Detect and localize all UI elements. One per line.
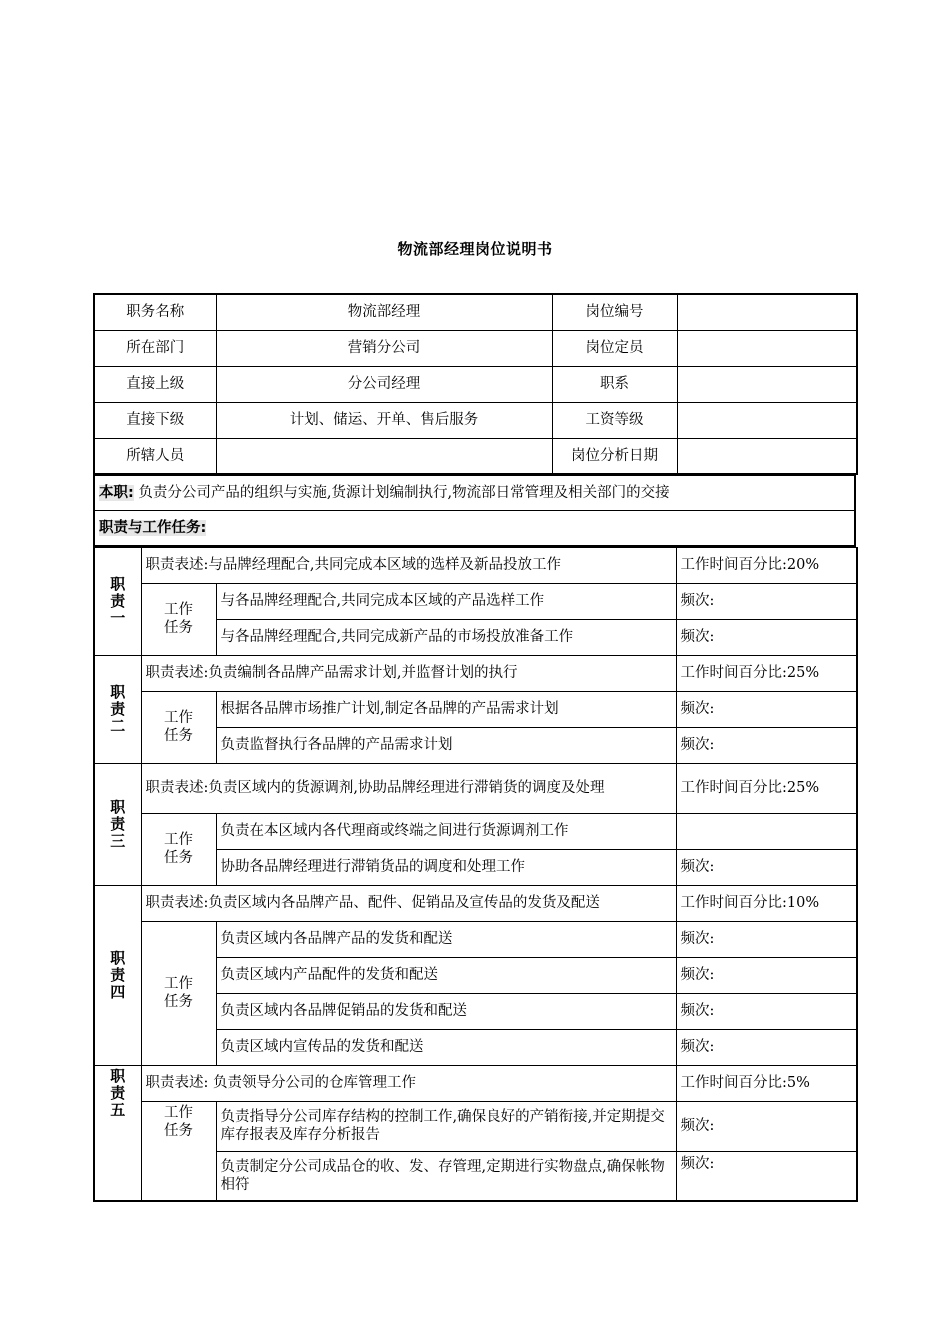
duty-desc [141, 547, 676, 583]
info-value [677, 438, 857, 474]
info-label: 所在部门 [94, 330, 216, 366]
task-text: 负责制定分公司成品仓的收、发、存管理,定期进行实物盘点,确保帐物相符 [216, 1151, 676, 1201]
duty-desc-row [94, 885, 857, 921]
duty-name [94, 655, 141, 763]
task-text: 负责区域内宣传品的发货和配送 [216, 1029, 676, 1065]
duty-name [94, 1065, 141, 1201]
task-frequency: 频次: [676, 1029, 857, 1065]
duty-name-text: 职责二 [110, 682, 126, 735]
task-frequency: 频次: [676, 957, 857, 993]
job-info-table [93, 293, 858, 475]
task-row [94, 813, 857, 849]
info-label: 岗位定员 [552, 330, 677, 366]
info-label: 所辖人员 [94, 438, 216, 474]
duties-header: 职责与工作任务: [99, 519, 207, 536]
info-value: 计划、储运、开单、售后服务 [216, 402, 552, 438]
duty-desc-text: 负责区域内的货源调剂,协助品牌经理进行滞销货的调度及处理 [208, 780, 605, 796]
duty-desc-label: 职责表述: [145, 557, 209, 573]
duty-time: 工作时间百分比:5% [676, 1065, 857, 1101]
main-duty-cell [94, 476, 855, 511]
task-text: 负责指导分公司库存结构的控制工作,确保良好的产销衔接,并定期提交库存报表及库存分析报告 [216, 1101, 676, 1151]
duty-name [94, 885, 141, 1065]
info-label: 岗位分析日期 [552, 438, 677, 474]
duty-desc [141, 1065, 676, 1101]
duty-desc-text: 负责编制各品牌产品需求计划,并监督计划的执行 [208, 665, 518, 681]
task-text: 负责区域内各品牌促销品的发货和配送 [216, 993, 676, 1029]
info-row [94, 330, 857, 366]
task-text: 与各品牌经理配合,共同完成本区域的产品选样工作 [216, 583, 676, 619]
main-duty-row [94, 476, 855, 511]
task-frequency: 频次: [676, 921, 857, 957]
duty-time: 工作时间百分比:10% [676, 885, 857, 921]
task-label [141, 921, 216, 1065]
task-text: 负责在本区域内各代理商或终端之间进行货源调剂工作 [216, 813, 676, 849]
info-value [677, 294, 857, 330]
info-label: 职务名称 [94, 294, 216, 330]
task-label [141, 1101, 216, 1201]
task-row [94, 691, 857, 727]
task-label-text: 工作任务 [164, 1104, 193, 1139]
duty-name-text: 职责五 [110, 1066, 126, 1119]
duty-desc-row [94, 763, 857, 813]
duty-time: 工作时间百分比:25% [676, 763, 857, 813]
document-title: 物流部经理岗位说明书 [397, 240, 553, 258]
task-frequency: 频次: [676, 1101, 857, 1151]
task-label-text: 工作任务 [164, 976, 193, 1010]
job-description-form [93, 293, 856, 1202]
task-row [94, 921, 857, 957]
duty-name-text: 职责一 [110, 574, 126, 627]
task-text: 与各品牌经理配合,共同完成新产品的市场投放准备工作 [216, 619, 676, 655]
info-label: 直接上级 [94, 366, 216, 402]
info-row [94, 294, 857, 330]
duty-desc-text: 负责领导分公司的仓库管理工作 [213, 1075, 416, 1091]
task-frequency: 频次: [676, 583, 857, 619]
duty-desc [141, 885, 676, 921]
info-label: 工资等级 [552, 402, 677, 438]
info-value: 物流部经理 [216, 294, 552, 330]
task-frequency: 频次: [676, 1151, 857, 1201]
info-value: 营销分公司 [216, 330, 552, 366]
duty-time: 工作时间百分比:25% [676, 655, 857, 691]
task-frequency: 频次: [676, 691, 857, 727]
task-text: 负责监督执行各品牌的产品需求计划 [216, 727, 676, 763]
duty-time: 工作时间百分比:20% [676, 547, 857, 583]
main-duty-text: 负责分公司产品的组织与实施,货源计划编制执行,物流部日常管理及相关部门的交接 [138, 485, 670, 501]
task-label [141, 813, 216, 885]
task-frequency [676, 813, 857, 849]
task-frequency: 频次: [676, 849, 857, 885]
duty-desc [141, 655, 676, 691]
task-label [141, 691, 216, 763]
task-label-text: 工作任务 [164, 602, 193, 636]
main-duty-label: 本职: [99, 485, 134, 501]
info-value [677, 402, 857, 438]
duty-desc-label: 职责表述: [145, 1075, 209, 1091]
info-value [216, 438, 552, 474]
duty-desc-label: 职责表述: [145, 895, 209, 911]
duty-name-text: 职责四 [110, 948, 126, 1001]
duties-header-cell [94, 511, 855, 546]
task-text: 负责区域内各品牌产品的发货和配送 [216, 921, 676, 957]
task-row [94, 1101, 857, 1151]
task-text: 根据各品牌市场推广计划,制定各品牌的产品需求计划 [216, 691, 676, 727]
duty-desc [141, 763, 676, 813]
task-frequency: 频次: [676, 727, 857, 763]
info-label: 岗位编号 [552, 294, 677, 330]
task-text: 协助各品牌经理进行滞销货品的调度和处理工作 [216, 849, 676, 885]
task-frequency: 频次: [676, 993, 857, 1029]
duty-desc-row [94, 655, 857, 691]
duty-name [94, 763, 141, 885]
duty-desc-row [94, 547, 857, 583]
duty-desc-label: 职责表述: [145, 665, 209, 681]
duty-desc-text: 与品牌经理配合,共同完成本区域的选样及新品投放工作 [208, 557, 561, 573]
duty-desc-text: 负责区域内各品牌产品、配件、促销品及宣传品的发货及配送 [208, 895, 600, 911]
main-duty-table [93, 475, 856, 547]
task-label [141, 583, 216, 655]
task-row [94, 583, 857, 619]
duties-table [93, 547, 858, 1203]
task-frequency: 频次: [676, 619, 857, 655]
duty-desc-row [94, 1065, 857, 1101]
info-row [94, 366, 857, 402]
duty-name-text: 职责三 [110, 797, 126, 850]
info-row [94, 402, 857, 438]
task-label-text: 工作任务 [164, 710, 193, 744]
duty-name [94, 547, 141, 655]
info-value [677, 330, 857, 366]
task-text: 负责区域内产品配件的发货和配送 [216, 957, 676, 993]
info-row [94, 438, 857, 474]
info-value: 分公司经理 [216, 366, 552, 402]
duties-header-row [94, 511, 855, 546]
info-value [677, 366, 857, 402]
info-label: 职系 [552, 366, 677, 402]
info-label: 直接下级 [94, 402, 216, 438]
task-label-text: 工作任务 [164, 832, 193, 866]
duty-desc-label: 职责表述: [145, 780, 209, 796]
